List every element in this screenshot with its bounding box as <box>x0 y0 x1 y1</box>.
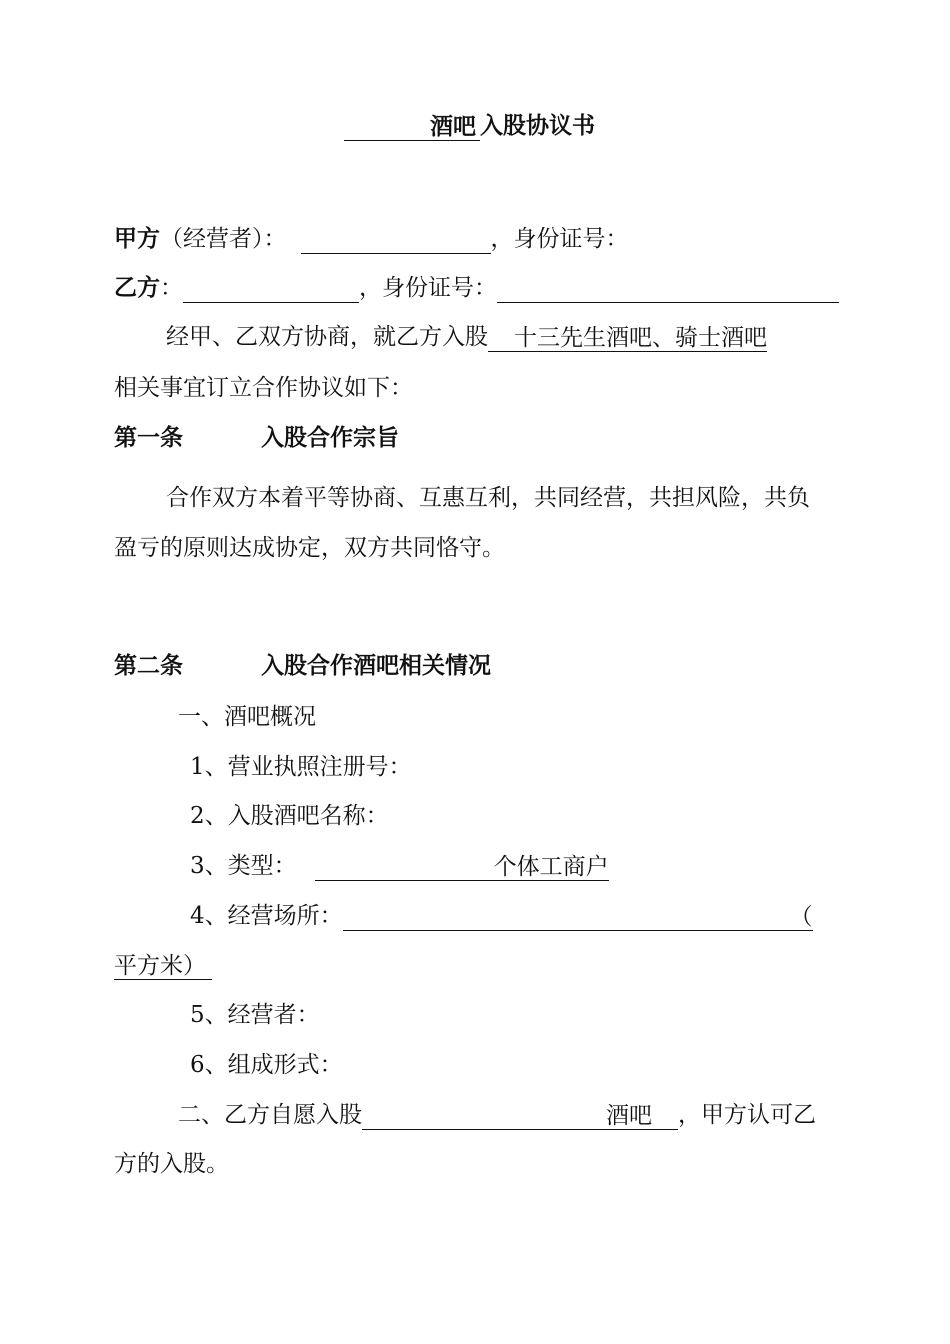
article-1-body-1: 合作双方本着平等协商、互惠互利，共同经营，共担风险，共负 <box>166 485 810 511</box>
item-type-value: 个体工商户 <box>493 854 609 880</box>
document-title <box>344 111 595 141</box>
section-2-bar-text: 酒吧 <box>606 1103 652 1129</box>
title-rest: 入股协议书 <box>480 112 595 139</box>
article-2-heading <box>114 651 491 681</box>
article-2-section-1: 一、酒吧概况 <box>178 704 316 730</box>
section-2-bar-field[interactable] <box>362 1103 678 1130</box>
article-2-title: 入股合作酒吧相关情况 <box>261 652 491 679</box>
article-1-number: 第一条 <box>114 424 183 451</box>
party-b-colon: ： <box>160 275 183 301</box>
item-form: 6、组成形式： <box>190 1052 343 1078</box>
intro-line-1 <box>166 322 767 352</box>
intro-line-2: 相关事宜订立合作协议如下： <box>114 375 413 401</box>
intro-bars-text: 十三先生酒吧、骑士酒吧 <box>514 325 767 351</box>
item-venue <box>190 901 813 931</box>
party-a-line <box>114 224 629 254</box>
party-b-id-field[interactable] <box>497 278 839 303</box>
item-reg-no: 1、营业执照注册号： <box>190 754 412 780</box>
section-2-prefix: 二、乙方自愿入股 <box>178 1102 362 1128</box>
party-b-label: 乙方 <box>114 274 160 301</box>
item-venue-unit: 平方米） <box>114 953 212 980</box>
title-blank <box>344 114 480 141</box>
party-a-id-label: ，身份证号： <box>490 226 629 252</box>
party-a-note: （经营者）： <box>160 226 287 252</box>
intro-bars <box>488 325 767 352</box>
item-venue-unit-line <box>114 950 212 980</box>
party-a-label: 甲方 <box>114 225 160 252</box>
intro-prefix: 经甲、乙双方协商，就乙方入股 <box>166 324 488 350</box>
article-2-number: 第二条 <box>114 652 183 679</box>
item-type-label: 3、类型： <box>190 853 297 879</box>
item-venue-label: 4、经营场所： <box>190 903 343 929</box>
section-2-line-1 <box>178 1100 816 1130</box>
item-operator: 5、经营者： <box>190 1002 320 1028</box>
section-2-line-2: 方的入股。 <box>114 1151 229 1177</box>
article-1-title: 入股合作宗旨 <box>261 424 399 451</box>
item-type-field[interactable] <box>315 854 609 881</box>
party-b-id-label: ，身份证号： <box>359 275 497 301</box>
item-venue-paren: （ <box>789 904 813 930</box>
section-2-suffix: ，甲方认可乙 <box>678 1102 816 1128</box>
party-b-name-field[interactable] <box>183 278 359 303</box>
article-1-body-2: 盈亏的原则达成协定，双方共同恪守。 <box>114 535 505 561</box>
party-b-line <box>114 273 839 303</box>
party-a-name-field[interactable] <box>301 229 491 254</box>
article-1-heading <box>114 423 399 453</box>
item-bar-name: 2、入股酒吧名称： <box>190 803 389 829</box>
item-venue-field[interactable] <box>343 904 813 931</box>
title-bar-word: 酒吧 <box>430 113 476 140</box>
item-type <box>190 851 609 881</box>
